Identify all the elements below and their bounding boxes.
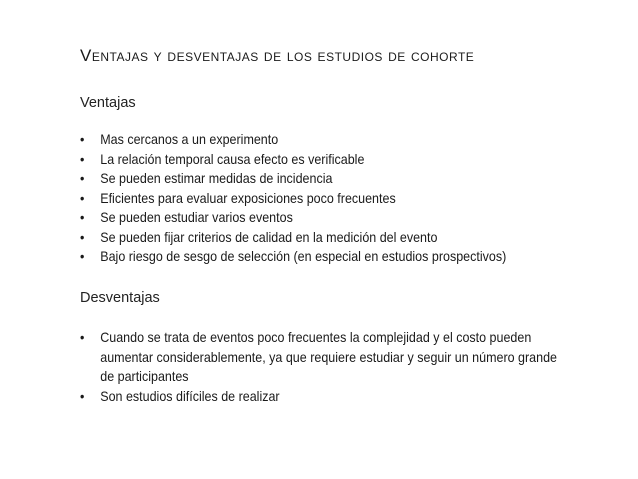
list-item — [80, 150, 540, 170]
bullet-icon: • — [80, 210, 85, 225]
disadvantages-list — [80, 328, 580, 406]
list-item-text: Cuando se trata de eventos poco frecuentes la complejidad y el costo pueden aumentar considerablemente, ya que requiere estudiar y seguir un número grande de participantes — [100, 330, 558, 384]
list-item-text: Se pueden estudiar varios eventos — [100, 210, 293, 225]
list-item-text: La relación temporal causa efecto es verificable — [100, 151, 365, 167]
bullet-icon: • — [80, 330, 85, 345]
list-item — [80, 228, 540, 248]
disadvantages-heading: Desventajas — [80, 290, 160, 306]
bullet-icon: • — [80, 229, 85, 245]
list-item-text: Mas cercanos a un experimento — [100, 132, 279, 147]
list-item — [80, 328, 560, 387]
bullet-icon: • — [80, 190, 85, 206]
list-item-text: Se pueden fijar criterios de calidad en la medición del evento — [100, 229, 438, 245]
list-item-text: Son estudios difíciles de realizar — [100, 388, 280, 404]
document-title: Ventajas y desventajas de los estudios de cohorte — [80, 46, 475, 65]
list-item — [80, 208, 540, 228]
advantages-heading: Ventajas — [80, 95, 136, 111]
advantages-list — [80, 130, 580, 267]
list-item — [80, 247, 540, 267]
list-item — [80, 387, 560, 407]
list-item — [80, 130, 540, 150]
bullet-icon: • — [80, 249, 85, 264]
bullet-icon: • — [80, 132, 85, 147]
bullet-icon: • — [80, 151, 85, 167]
bullet-icon: • — [80, 388, 85, 404]
list-item-text: Se pueden estimar medidas de incidencia — [100, 171, 333, 186]
list-item — [80, 189, 540, 209]
list-item — [80, 169, 540, 189]
bullet-icon: • — [80, 171, 85, 186]
list-item-text: Bajo riesgo de sesgo de selección (en especial en estudios prospectivos) — [100, 249, 507, 264]
list-item-text: Eficientes para evaluar exposiciones poco frecuentes — [100, 190, 396, 206]
